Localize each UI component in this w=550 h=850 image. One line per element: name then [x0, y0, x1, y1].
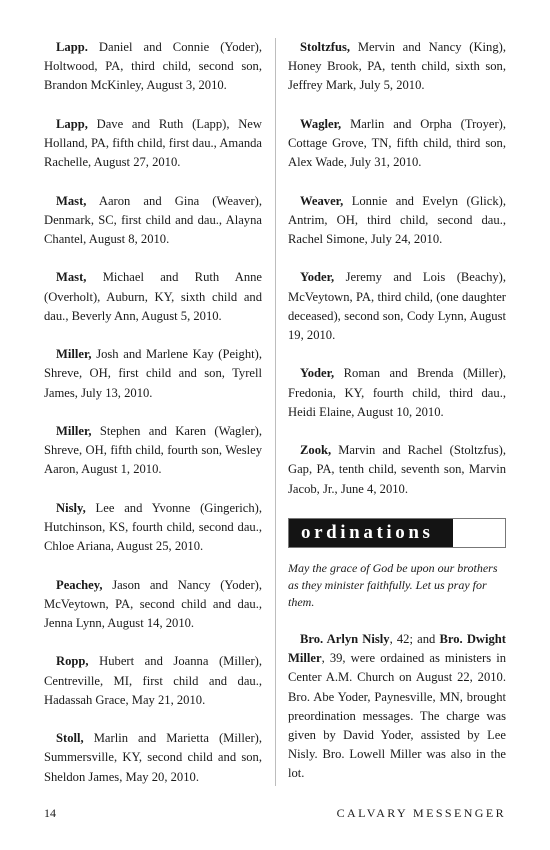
birth-entry: [44, 576, 262, 634]
birth-entry: [44, 652, 262, 710]
entry-surname: Stoll,: [56, 731, 84, 746]
entry-text: Dave and Ruth (Lapp), New Holland, PA, fifth child, first dau., Amanda Rachelle, August 27, 2010.: [44, 116, 262, 170]
birth-entry: [288, 441, 506, 499]
entry-text: , 39, were ordained as ministers in Center A.M. Church on August 22, 2010. Bro. Abe Yoder, Paynesville, MN, brought preordination messages. The charge was given by David Yoder, assisted by Lee Nisly. Bro. Lowell Miller was also in the lot.: [288, 651, 506, 781]
birth-entry: [44, 729, 262, 787]
birth-entry: [288, 364, 506, 422]
birth-entry: [44, 38, 262, 96]
birth-entry: [288, 192, 506, 250]
entry-text: Marlin and Marietta (Miller), Summersville, KY, second child and son, Sheldon James, May 20, 2010.: [44, 731, 263, 784]
entry-surname: Lapp,: [56, 116, 88, 131]
entry-surname: Mast,: [56, 193, 87, 208]
page-footer: [44, 806, 506, 824]
birth-entry: [288, 268, 506, 345]
birth-entry: [44, 345, 262, 403]
magazine-title: CALVARY MESSENGER: [336, 806, 506, 820]
birth-entry: [288, 115, 506, 173]
entry-text: Michael and Ruth Anne (Overholt), Auburn, KY, sixth child and dau., Beverly Ann, August 5, 2010.: [44, 270, 262, 323]
entry-surname: Yoder,: [300, 270, 335, 285]
entry-text: Mervin and Nancy (King), Honey Brook, PA, tenth child, sixth son, Jeffrey Mark, July 5, 2010.: [288, 40, 506, 93]
entry-text: Lonnie and Evelyn (Glick), Antrim, OH, third child, second dau., Rachel Simone, July 24, 2010.: [288, 193, 506, 246]
entry-surname: Weaver,: [300, 193, 344, 208]
entry-surname: Stoltzfus,: [300, 40, 351, 54]
entry-text: Roman and Brenda (Miller), Fredonia, KY, fourth child, third dau., Heidi Elaine, August 10, 2010.: [288, 366, 506, 419]
entry-text: Jason and Nancy (Yoder), McVeytown, PA, second child and dau., Jenna Lynn, August 14, 2010.: [44, 577, 262, 630]
entry-surname: Miller,: [56, 423, 92, 438]
entry-surname: Lapp.: [56, 40, 88, 54]
minister-name: Bro. Dwight Miller: [288, 631, 507, 666]
right-column: [288, 38, 506, 803]
entry-surname: Peachey,: [56, 577, 103, 592]
entry-text: Aaron and Gina (Weaver), Denmark, SC, first child and dau., Alayna Chantel, August 8, 2010.: [44, 193, 262, 246]
ordinations-banner: [288, 518, 506, 548]
minister-name: Bro. Arlyn Nisly: [300, 631, 390, 646]
ordination-entry: [288, 630, 506, 784]
entry-text: Hubert and Joanna (Miller), Centreville, MI, first child and dau., Hadassah Grace, May 21, 2010.: [44, 654, 262, 707]
entry-text: Daniel and Connie (Yoder), Holtwood, PA, third child, second son, Brandon McKinley, August 3, 2010.: [44, 40, 262, 93]
page-number: 14: [44, 806, 56, 820]
birth-entry: [288, 38, 506, 96]
entry-text: Marlin and Orpha (Troyer), Cottage Grove, TN, fifth child, third son, Alex Wade, July 31, 2010.: [288, 116, 506, 170]
birth-entry: [44, 422, 262, 480]
entry-surname: Wagler,: [300, 116, 342, 131]
entry-text: Stephen and Karen (Wagler), Shreve, OH, fifth child, fourth son, Wesley Aaron, August 1, 2010.: [44, 423, 262, 477]
ordinations-intro: May the grace of God be upon our brothers as they minister faithfully. Let us pray for them.: [288, 560, 498, 609]
birth-entry: [44, 115, 262, 173]
entry-text: Jeremy and Lois (Beachy), McVeytown, PA, third child, (one daughter deceased), second son, Cody Lynn, August 19, 2010.: [288, 270, 507, 342]
entry-text: , 42; and: [389, 631, 440, 646]
section-heading: ordinations: [289, 519, 453, 547]
birth-entry: [44, 268, 262, 326]
birth-entry: [44, 192, 262, 250]
entry-text: Lee and Yvonne (Gingerich), Hutchinson, KS, fourth child, second dau., Chloe Ariana, August 25, 2010.: [44, 500, 262, 554]
birth-entry: [44, 499, 262, 557]
entry-surname: Yoder,: [300, 366, 335, 381]
entry-surname: Ropp,: [56, 654, 89, 669]
entry-surname: Zook,: [300, 443, 332, 458]
entry-surname: Mast,: [56, 270, 87, 285]
entry-surname: Nisly,: [56, 500, 86, 515]
entry-surname: Miller,: [56, 347, 92, 362]
entry-text: Josh and Marlene Kay (Peight), Shreve, OH, first child and son, Tyrell James, July 13, 2010.: [44, 347, 262, 400]
column-divider: [275, 38, 276, 786]
entry-text: Marvin and Rachel (Stoltzfus), Gap, PA, tenth child, seventh son, Marvin Jacob, Jr., June 4, 2010.: [288, 443, 506, 496]
left-column: [44, 38, 262, 806]
